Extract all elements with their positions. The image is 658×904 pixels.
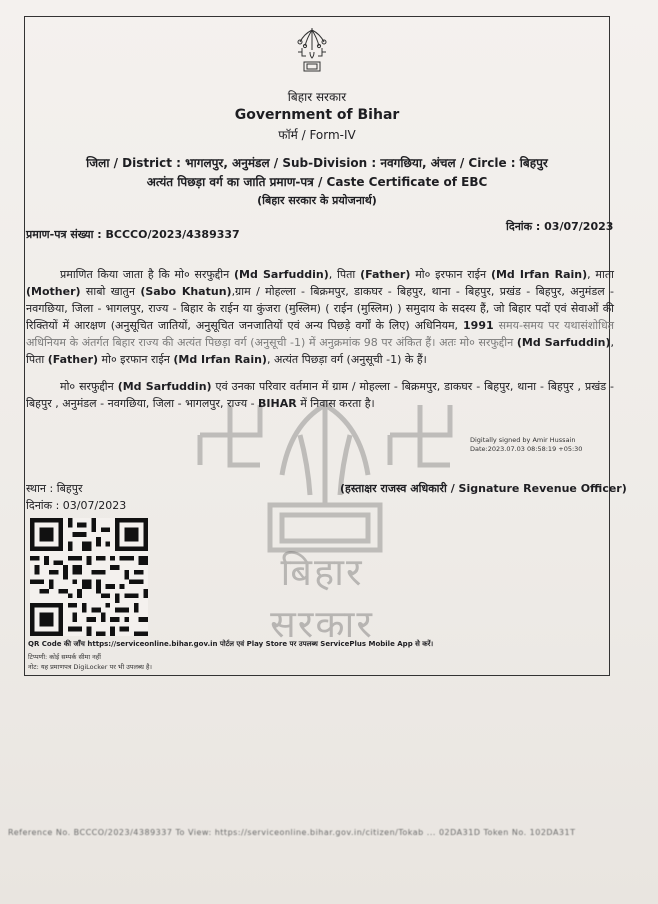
place-label: स्थान : बिहपुर [26,482,83,495]
watermark-text: बिहार सरकार [270,550,374,646]
signature-date: Date:2023.07.03 08:58:19 +05:30 [470,445,583,453]
issue-date: दिनांक : 03/07/2023 [506,220,614,233]
form-number: फॉर्म / Form-IV [278,128,356,142]
date-label: दिनांक : 03/07/2023 [26,499,127,512]
signature-signer: Digitally signed by Amir Hussain [470,436,576,444]
qr-code-icon[interactable] [30,517,148,637]
digilocker-note: नोट: यह प्रमाणपत्र DigiLocker पर भी उपलब्ध है। [28,663,152,671]
certificate-title: अत्यंत पिछड़ा वर्ग का जाति प्रमाण-पत्र / Caste Certificate of EBC [146,175,488,189]
header-hindi-title: बिहार सरकार [287,90,347,104]
qr-verification-note: QR Code की जाँच https://serviceonline.bihar.gov.in पोर्टल एवं Play Store पर उपलब्ध ServicePlus Mobile App से करें। [28,640,434,648]
location-line: जिला / District : भागलपुर, अनुमंडल / Sub-Division : नवगछिया, अंचल / Circle : बिहपुर [86,156,548,170]
note-line-2: टिप्पणी: कोई सम्पर्क सीमा नहीं [28,653,101,661]
header-english-title: Government of Bihar [234,107,400,123]
bihar-emblem-icon [290,24,334,74]
certificate-number: प्रमाण-पत्र संख्या : BCCCO/2023/4389337 [26,228,240,241]
officer-signature-label: (हस्ताक्षर राजस्व अधिकारी / Signature Revenue Officer) [340,482,627,495]
digital-signature [470,436,582,454]
residence-paragraph: मो० सरफुद्दीन (Md Sarfuddin) एवं उनका परिवार वर्तमान में ग्राम / मोहल्ला - बिक्रमपुर, डाकघर - बिहपुर, थाना - बिहपुर , प्रखंड - बिहपुर , अनुमंडल - नवगछिया, जिला - भागलपुर, राज्य - BIHAR में निवास करता है। [26,380,614,410]
reference-footer: Reference No. BCCCO/2023/4389337 To View: https://serviceonline.bihar.gov.in/citizen/Tokab ... 02DA31D Token No. 102DA31T [8,828,576,837]
certificate-body-paragraph: प्रमाणित किया जाता है कि मो० सरफुद्दीन (Md Sarfuddin), पिता (Father) मो० इरफान राईन (Md Irfan Rain), माता (Mother) साबो खातुन (Sabo Khatun),ग्राम / मोहल्ला - बिक्रमपुर, डाकघर - बिहपुर, थाना - बिहपुर, प्रखंड - बिहपुर, अनुमंडल - नवगछिया, जिला - भागलपुर, राज्य - बिहार के राईन या कुंजरा (मुस्लिम) ( राईन (मुस्लिम) ) समुदाय के सदस्य हैं, जो बिहार पदों एवं सेवाओं की रिक्तियों में आरक्षण (अनुसूचित जातियों, अनुसूचित जनजातियों एवं अन्य पिछड़े वर्गों के लिए) अधिनियम, 1991 समय-समय पर यथासंशोधित अधिनियम के अंतर्गत बिहार राज्य की अत्यंत पिछड़ा वर्ग (अनुसूची -1) में अनुक्रमांक 98 पर अंकित हैं। अतः मो० सरफुद्दीन (Md Sarfuddin), पिता (Father) मो० इरफान राईन (Md Irfan Rain), अत्यंत पिछड़ा वर्ग (अनुसूची -1) के हैं। [26,268,615,366]
certificate-purpose: (बिहार सरकार के प्रयोजनार्थ) [257,194,377,207]
